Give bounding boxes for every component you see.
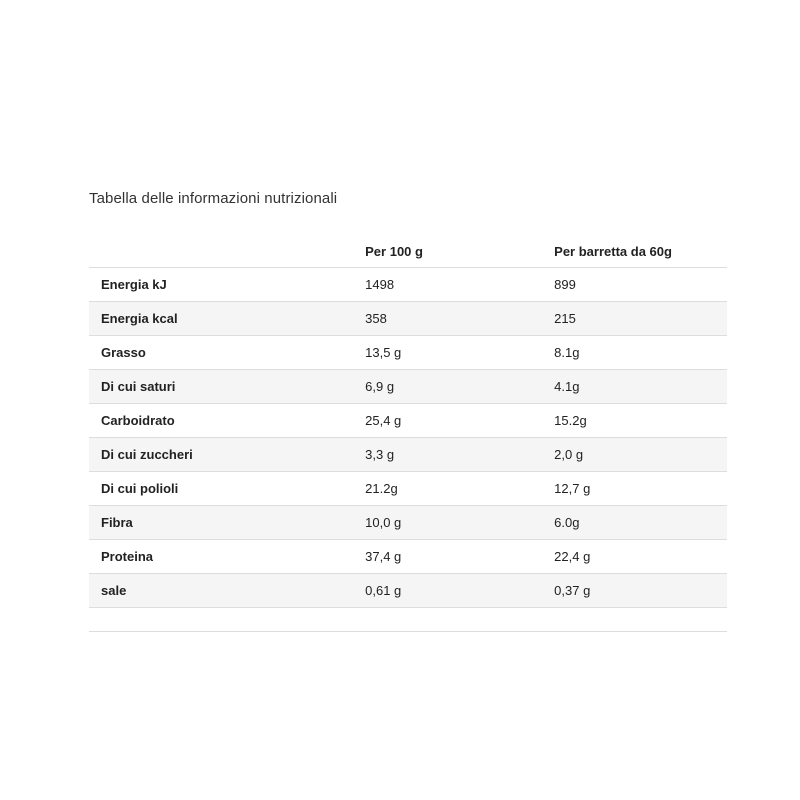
- table-bottom-rule: [89, 608, 727, 632]
- value-per-bar: 215: [554, 302, 727, 336]
- value-per-100g: 358: [365, 302, 554, 336]
- value-per-bar: 0,37 g: [554, 574, 727, 608]
- value-per-100g: 10,0 g: [365, 506, 554, 540]
- nutrient-name: Energia kJ: [89, 268, 365, 302]
- value-per-100g: 6,9 g: [365, 370, 554, 404]
- table-row: [89, 540, 727, 574]
- value-per-100g: 1498: [365, 268, 554, 302]
- table-row: [89, 506, 727, 540]
- nutrition-table: [89, 236, 727, 632]
- table-row: [89, 302, 727, 336]
- value-per-100g: 25,4 g: [365, 404, 554, 438]
- table-row: [89, 268, 727, 302]
- value-per-100g: 13,5 g: [365, 336, 554, 370]
- value-per-bar: 899: [554, 268, 727, 302]
- value-per-bar: 2,0 g: [554, 438, 727, 472]
- table-header-row: [89, 236, 727, 268]
- nutrient-name: Carboidrato: [89, 404, 365, 438]
- value-per-100g: 0,61 g: [365, 574, 554, 608]
- value-per-bar: 6.0g: [554, 506, 727, 540]
- table-row: [89, 438, 727, 472]
- value-per-100g: 37,4 g: [365, 540, 554, 574]
- value-per-bar: 8.1g: [554, 336, 727, 370]
- value-per-bar: 4.1g: [554, 370, 727, 404]
- table-row: [89, 370, 727, 404]
- table-row: [89, 574, 727, 608]
- table-footer-spacer: [89, 608, 727, 632]
- table-row: [89, 472, 727, 506]
- nutrient-name: Di cui saturi: [89, 370, 365, 404]
- nutrient-name: Di cui polioli: [89, 472, 365, 506]
- nutrient-name: sale: [89, 574, 365, 608]
- table-title: Tabella delle informazioni nutrizionali: [89, 190, 338, 207]
- value-per-bar: 15.2g: [554, 404, 727, 438]
- nutrient-name: Proteina: [89, 540, 365, 574]
- value-per-bar: 12,7 g: [554, 472, 727, 506]
- header-nutrient: [89, 236, 365, 268]
- value-per-100g: 3,3 g: [365, 438, 554, 472]
- header-per-bar: Per barretta da 60g: [554, 236, 727, 268]
- nutrient-name: Energia kcal: [89, 302, 365, 336]
- nutrient-name: Di cui zuccheri: [89, 438, 365, 472]
- nutrient-name: Fibra: [89, 506, 365, 540]
- table-row: [89, 404, 727, 438]
- value-per-bar: 22,4 g: [554, 540, 727, 574]
- value-per-100g: 21.2g: [365, 472, 554, 506]
- nutrient-name: Grasso: [89, 336, 365, 370]
- table-row: [89, 336, 727, 370]
- header-per-100g: Per 100 g: [365, 236, 554, 268]
